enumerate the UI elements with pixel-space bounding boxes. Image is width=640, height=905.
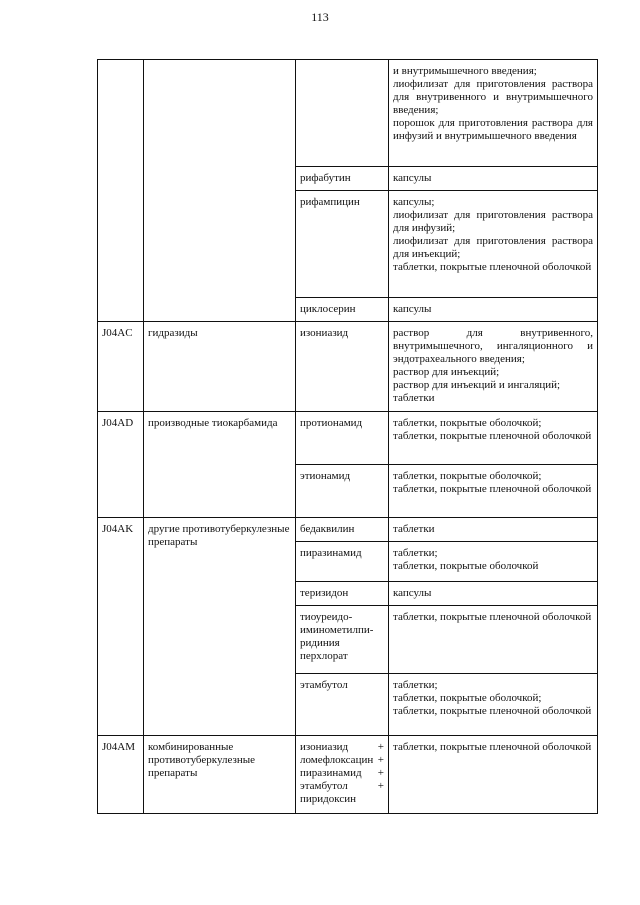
dosage-form-line: лиофилизат для приготовления раствора для внутривенного и внутримышечного введения; bbox=[393, 78, 593, 116]
dosage-form-cell bbox=[389, 465, 598, 518]
dosage-form-cell bbox=[389, 542, 598, 582]
atc-code-cell: J04AK bbox=[98, 518, 144, 736]
dosage-form-line: лиофилизат для приготовления раствора для инфузий; bbox=[393, 209, 593, 234]
dosage-form-cell bbox=[389, 322, 598, 412]
dosage-form-cell bbox=[389, 518, 598, 542]
drug-name-cell: рифампицин bbox=[296, 191, 389, 298]
dosage-form-cell bbox=[389, 60, 598, 167]
dosage-form-line: таблетки, покрытые оболочкой; bbox=[393, 692, 542, 704]
table-row bbox=[98, 518, 598, 542]
dosage-form-line: таблетки, покрытые оболочкой bbox=[393, 560, 539, 572]
table-row bbox=[98, 736, 598, 814]
dosage-form-line: таблетки, покрытые пленочной оболочкой bbox=[393, 483, 592, 495]
drug-name-cell: пиразинамид bbox=[296, 542, 389, 582]
drug-name-cell: изониазид + ломефлоксацин + пиразинамид + этамбутол + пиридоксин bbox=[296, 736, 389, 814]
drug-name-cell: этионамид bbox=[296, 465, 389, 518]
drug-name-cell bbox=[296, 60, 389, 167]
dosage-form-line: и внутримышечного введения; bbox=[393, 65, 537, 77]
dosage-form-cell bbox=[389, 298, 598, 322]
drug-name-line: ридиния bbox=[300, 637, 340, 649]
drug-name-cell: рифабутин bbox=[296, 167, 389, 191]
drug-name-line: перхлорат bbox=[300, 650, 348, 662]
dosage-form-cell bbox=[389, 167, 598, 191]
drug-name-cell: теризидон bbox=[296, 582, 389, 606]
group-name-cell: комбинированные противотуберкулезные препараты bbox=[144, 736, 296, 814]
dosage-form-line: таблетки, покрытые пленочной оболочкой bbox=[393, 741, 592, 753]
dosage-form-line: таблетки bbox=[393, 392, 435, 404]
drug-name-cell: изониазид bbox=[296, 322, 389, 412]
table-row bbox=[98, 60, 598, 167]
group-name-cell bbox=[144, 60, 296, 322]
dosage-form-line: таблетки bbox=[393, 523, 435, 535]
group-name-cell: производные тиокарбамида bbox=[144, 412, 296, 518]
dosage-form-line: таблетки, покрытые пленочной оболочкой bbox=[393, 261, 592, 273]
table-row bbox=[98, 322, 598, 412]
dosage-form-cell bbox=[389, 191, 598, 298]
dosage-form-line: таблетки; bbox=[393, 547, 438, 559]
dosage-form-line: порошок для приготовления раствора для инфузий и внутримышечного введения bbox=[393, 117, 593, 142]
drug-name-line: тиоуреидо- bbox=[300, 611, 353, 623]
dosage-form-line: таблетки, покрытые пленочной оболочкой bbox=[393, 705, 592, 717]
atc-code-cell: J04AM bbox=[98, 736, 144, 814]
dosage-form-cell bbox=[389, 674, 598, 736]
dosage-form-line: таблетки, покрытые пленочной оболочкой bbox=[393, 430, 592, 442]
table-row bbox=[98, 412, 598, 465]
dosage-form-line: таблетки, покрытые оболочкой; bbox=[393, 417, 542, 429]
dosage-form-cell bbox=[389, 582, 598, 606]
dosage-form-line: капсулы bbox=[393, 587, 432, 599]
atc-code-cell: J04AC bbox=[98, 322, 144, 412]
drug-name-cell: протионамид bbox=[296, 412, 389, 465]
dosage-form-line: таблетки, покрытые пленочной оболочкой bbox=[393, 611, 592, 623]
atc-code-cell: J04AD bbox=[98, 412, 144, 518]
drug-name-line: иминометилпи- bbox=[300, 624, 374, 636]
drug-classification-table bbox=[97, 59, 598, 814]
atc-code-cell bbox=[98, 60, 144, 322]
drug-name-cell: циклосерин bbox=[296, 298, 389, 322]
page-number: 113 bbox=[311, 10, 329, 24]
dosage-form-line: раствор для инъекций и ингаляций; bbox=[393, 379, 561, 391]
dosage-form-line: капсулы bbox=[393, 172, 432, 184]
group-name-cell: гидразиды bbox=[144, 322, 296, 412]
dosage-form-line: раствор для внутривенного, внутримышечного, ингаляционного и эндотрахеального введения; bbox=[393, 327, 593, 365]
drug-name-cell: бедаквилин bbox=[296, 518, 389, 542]
dosage-form-line: раствор для инъекций; bbox=[393, 366, 500, 378]
dosage-form-cell bbox=[389, 606, 598, 674]
drug-name-cell: этамбутол bbox=[296, 674, 389, 736]
dosage-form-line: таблетки; bbox=[393, 679, 438, 691]
drug-name-cell bbox=[296, 606, 389, 674]
dosage-form-line: капсулы; bbox=[393, 196, 435, 208]
dosage-form-line: таблетки, покрытые оболочкой; bbox=[393, 470, 542, 482]
dosage-form-line: лиофилизат для приготовления раствора для инъекций; bbox=[393, 235, 593, 260]
dosage-form-cell bbox=[389, 412, 598, 465]
group-name-cell: другие противотуберкулезные препараты bbox=[144, 518, 296, 736]
dosage-form-line: капсулы bbox=[393, 303, 432, 315]
dosage-form-cell bbox=[389, 736, 598, 814]
